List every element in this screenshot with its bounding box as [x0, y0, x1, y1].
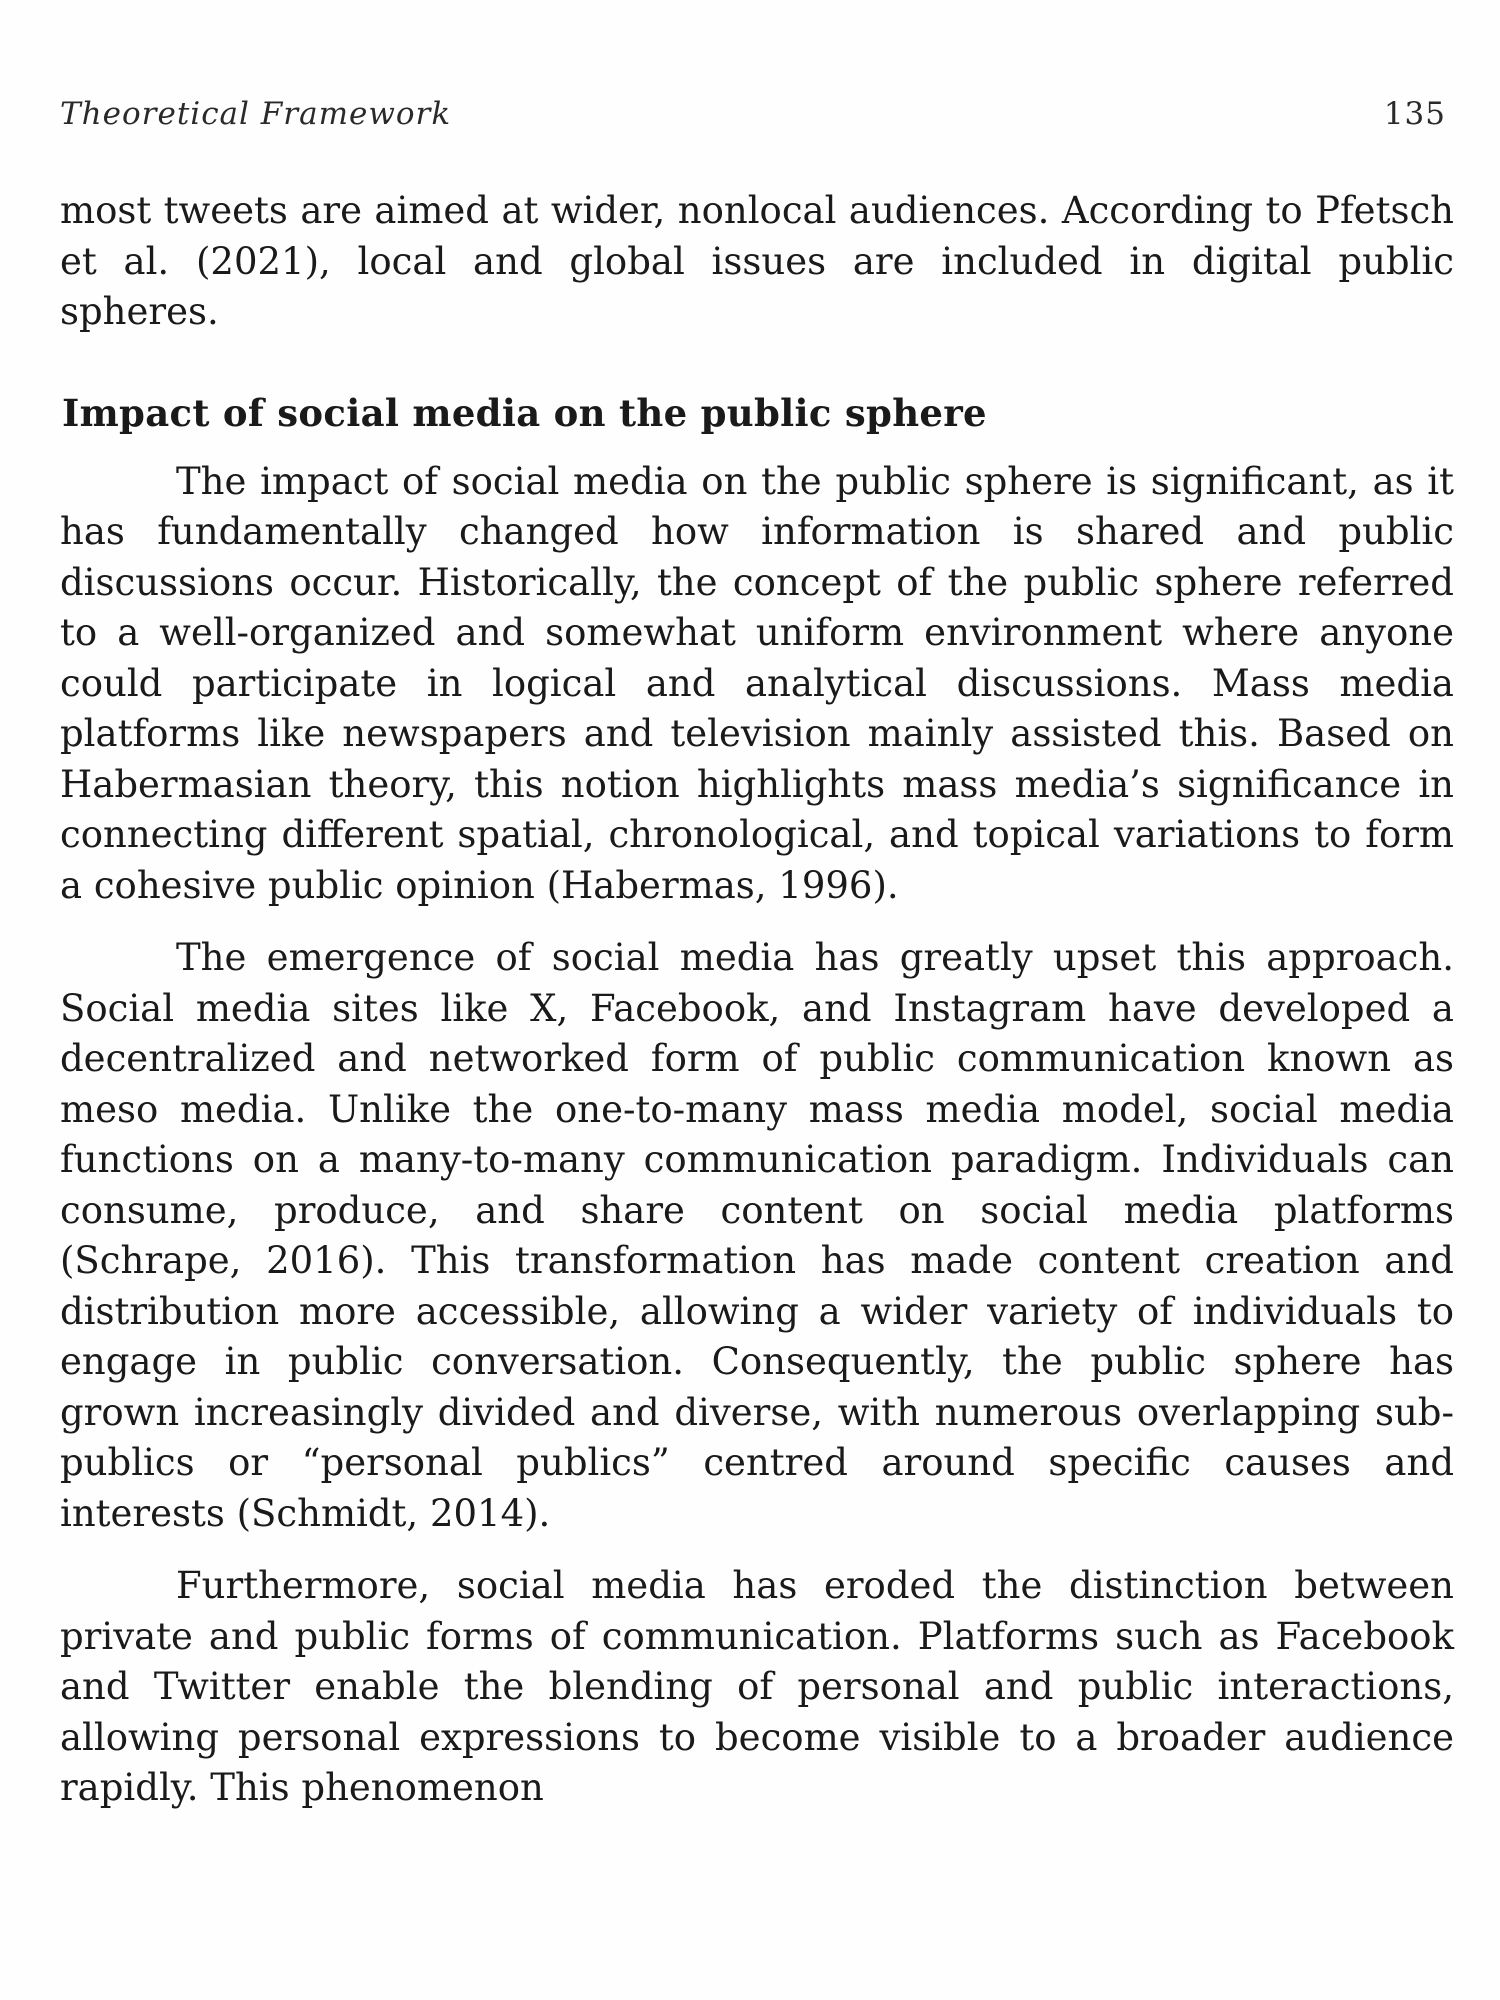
section-heading: Impact of social media on the public sphere [62, 390, 987, 435]
paragraph-1: The impact of social media on the public sphere is significant, as it has fundamentally changed how information is shared and public discussions occur. Historically, the concept of the public sphere referred to a well-organized and somewhat uniform environment where anyone could participate in logical and analytical discussions. Mass media platforms like newspapers and television mainly assisted this. Based on Habermasian theory, this notion highlights mass media’s significance in connecting different spatial, chronological, and topical variations to form a cohesive public opinion (Habermas, 1996). [60, 459, 1454, 907]
body-text [60, 186, 1454, 1814]
running-header [60, 96, 1446, 136]
paragraph-2: The emergence of social media has greatly upset this approach. Social media sites like X, Facebook, and Instagram have developed a decentralized and networked form of public communication known as meso media. Unlike the one-to-many mass media model, social media functions on a many-to-many communication paradigm. Individuals can consume, produce, and share content on social media platforms (Schrape, 2016). This transformation has made content creation and distribution more accessible, allowing a wider variety of individuals to engage in public conversation. Consequently, the public sphere has grown increasingly divided and diverse, with numerous overlapping sub-publics or “personal publics” centred around specific causes and interests (Schmidt, 2014). [60, 936, 1454, 1535]
page-number: 135 [1383, 96, 1446, 132]
intro-paragraph: most tweets are aimed at wider, nonlocal audiences. According to Pfetsch et al. (2021), local and global issues are included in digital public spheres. [60, 189, 1454, 333]
running-title: Theoretical Framework [60, 96, 452, 132]
paragraph-3: Furthermore, social media has eroded the distinction between private and public forms of communication. Platforms such as Facebook and Twitter enable the blending of personal and public interactions, allowing personal expressions to become visible to a broader audience rapidly. This phenomenon [60, 1564, 1454, 1809]
